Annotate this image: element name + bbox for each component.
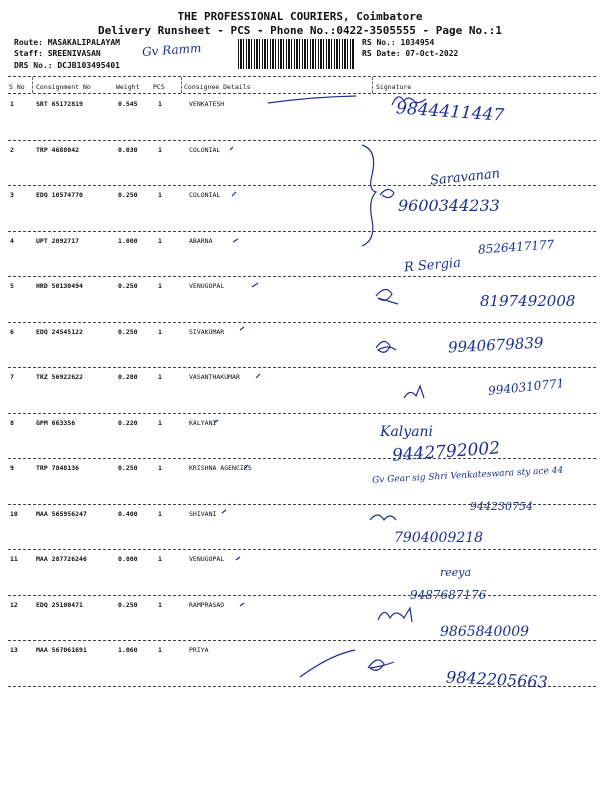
row-pcs: 1 bbox=[158, 646, 162, 654]
runsheet-title: THE PROFESSIONAL COURIERS, Coimbatore bbox=[177, 10, 423, 23]
row-weight: 0.800 bbox=[118, 555, 138, 563]
rs-date-label: RS Date: bbox=[362, 49, 401, 58]
staff-value: SREENIVASAN bbox=[47, 49, 101, 58]
tick-mark bbox=[300, 650, 355, 677]
row-consignee: SHIVANI bbox=[189, 509, 217, 518]
signature-7: 9940310771 bbox=[487, 376, 565, 398]
rs-date-value: 07-Oct-2022 bbox=[405, 49, 459, 58]
row-pcs: 1 bbox=[158, 600, 162, 609]
row-consignee: VASANTHAKUMAR bbox=[189, 373, 240, 381]
staff-label: Staff: bbox=[14, 49, 43, 58]
tick-mark bbox=[268, 96, 356, 103]
row-sno: 8 bbox=[10, 418, 14, 427]
col-sno: S No bbox=[9, 83, 25, 91]
signature-scribble bbox=[380, 189, 394, 197]
row-weight: 0.250 bbox=[118, 282, 138, 290]
row-consignee: VENUGOPAL bbox=[189, 555, 225, 563]
route-label: Route: bbox=[14, 38, 43, 47]
row-pcs: 1 bbox=[158, 373, 162, 381]
row-sno: 10 bbox=[10, 509, 18, 518]
row-consignee: RAMPRASAD bbox=[189, 600, 225, 609]
row-weight: 0.030 bbox=[118, 145, 138, 154]
drs-value: DCJB103495401 bbox=[57, 61, 120, 70]
col-signature: Signature bbox=[376, 83, 412, 91]
row-pcs: 1 bbox=[158, 464, 162, 472]
row-consignment-no: SRT 65172819 bbox=[36, 100, 83, 108]
drs-label: DRS No.: bbox=[14, 61, 53, 70]
col-weight: Weight bbox=[116, 83, 140, 91]
row-pcs: 1 bbox=[158, 327, 162, 336]
tick-mark bbox=[233, 239, 238, 242]
route-value: MASAKALIPALAYAM bbox=[47, 38, 120, 47]
row-weight: 0.400 bbox=[118, 509, 138, 518]
signature-12: 9865840009 bbox=[440, 624, 530, 640]
rs-no-value: 1034954 bbox=[400, 38, 435, 47]
tick-mark bbox=[252, 283, 258, 287]
tick-mark bbox=[256, 374, 260, 378]
signature-scribble bbox=[370, 515, 396, 520]
row-consignee: VENUGOPAL bbox=[189, 282, 225, 290]
row-pcs: 1 bbox=[158, 555, 162, 563]
signature-2-name: Saravanan bbox=[429, 166, 501, 189]
row-consignee: ABARNA bbox=[189, 236, 213, 245]
row-consignment-no: GPM 663356 bbox=[36, 418, 76, 427]
tick-mark bbox=[244, 465, 248, 469]
rs-no-label: RS No.: bbox=[362, 38, 396, 47]
row-pcs: 1 bbox=[158, 282, 162, 290]
row-weight: 0.250 bbox=[118, 600, 138, 609]
row-weight: 0.545 bbox=[118, 100, 138, 108]
tick-mark bbox=[240, 327, 244, 330]
row-pcs: 1 bbox=[158, 509, 162, 518]
tick-mark bbox=[240, 603, 244, 606]
row-consignment-no: UPT 2092717 bbox=[36, 236, 80, 245]
row-consignee: PRIYA bbox=[189, 646, 209, 654]
tick-mark bbox=[232, 192, 236, 196]
runsheet-subtitle: Delivery Runsheet - PCS - Phone No.:0422-3505555 - Page No.:1 bbox=[98, 24, 502, 37]
row-consignee: VENKATESH bbox=[189, 100, 225, 108]
signature-1: 9844411447 bbox=[395, 98, 505, 126]
signature-9-note: Gv Gear sig Shri Venkateswara sty ace 44 bbox=[371, 465, 564, 486]
row-consignment-no: TRP 4688042 bbox=[36, 145, 80, 154]
row-sno: 4 bbox=[10, 236, 14, 245]
row-sno: 6 bbox=[10, 327, 14, 336]
row-pcs: 1 bbox=[158, 418, 162, 427]
col-pcs: PCS bbox=[153, 83, 165, 91]
signature-scribble bbox=[376, 289, 398, 304]
signature-scribble bbox=[404, 386, 424, 398]
row-consignment-no: EDQ 10574770 bbox=[36, 191, 83, 199]
row-weight: 0.250 bbox=[118, 327, 138, 336]
col-consignment: Consignment No bbox=[36, 83, 91, 91]
signature-10: 7904009218 bbox=[394, 530, 484, 546]
col-consignee: Consignee Details bbox=[184, 83, 251, 91]
row-consignment-no: EDQ 25100471 bbox=[36, 600, 83, 609]
row-consignee: KRISHNA AGENCIES bbox=[189, 464, 252, 472]
signature-5: 8197492008 bbox=[480, 292, 576, 310]
row-weight: 1.060 bbox=[118, 646, 138, 654]
row-weight: 1.000 bbox=[118, 236, 138, 245]
row-consignee: KALYANI bbox=[189, 418, 217, 427]
tick-mark bbox=[230, 147, 233, 150]
signature-11-phone: 9487687176 bbox=[410, 588, 487, 602]
row-consignment-no: TRZ 56922622 bbox=[36, 373, 83, 381]
signature-11-name: reeya bbox=[440, 566, 472, 579]
signature-8-name: Kalyani bbox=[380, 424, 434, 440]
row-consignee: COLONIAL bbox=[189, 145, 221, 154]
row-consignment-no: MAA 565956247 bbox=[36, 509, 87, 518]
row-pcs: 1 bbox=[158, 191, 162, 199]
row-pcs: 1 bbox=[158, 236, 162, 245]
bracket-mark bbox=[362, 145, 376, 246]
signature-8-phone: 9442792002 bbox=[391, 438, 501, 466]
row-weight: 0.250 bbox=[118, 464, 138, 472]
row-sno: 5 bbox=[10, 282, 14, 290]
row-pcs: 1 bbox=[158, 145, 162, 154]
staff-handwritten-note: Gv Ramm bbox=[141, 40, 202, 60]
row-consignment-no: TRP 7848136 bbox=[36, 464, 80, 472]
row-sno: 12 bbox=[10, 600, 18, 609]
row-weight: 0.280 bbox=[118, 373, 138, 381]
signature-9-phone: 944230754 bbox=[470, 500, 533, 513]
signature-2-phone: 9600344233 bbox=[398, 196, 500, 215]
row-consignment-no: EDQ 24545122 bbox=[36, 327, 83, 336]
row-consignment-no: HRD 50130494 bbox=[36, 282, 83, 290]
row-sno: 13 bbox=[10, 646, 18, 654]
row-sno: 9 bbox=[10, 464, 14, 472]
row-sno: 3 bbox=[10, 191, 14, 199]
row-consignee: COLONIAL bbox=[189, 191, 221, 199]
row-sno: 1 bbox=[10, 100, 14, 108]
signature-scribble bbox=[376, 341, 396, 352]
signature-13: 9842205663 bbox=[445, 667, 549, 692]
row-consignment-no: MAA 567061691 bbox=[36, 646, 87, 654]
row-consignment-no: MAA 287726246 bbox=[36, 555, 87, 563]
signature-4-name: R Sergia bbox=[403, 255, 462, 276]
row-consignee: SIVAKUMAR bbox=[189, 327, 225, 336]
signature-scribble bbox=[368, 660, 394, 670]
row-sno: 7 bbox=[10, 373, 14, 381]
signature-6: 9940679839 bbox=[447, 333, 544, 357]
tick-mark bbox=[222, 510, 226, 513]
signature-4-phone: 8526417177 bbox=[477, 237, 555, 257]
tick-mark bbox=[236, 557, 240, 560]
row-sno: 11 bbox=[10, 555, 18, 563]
row-weight: 0.250 bbox=[118, 191, 138, 199]
signature-scribble bbox=[378, 608, 412, 622]
row-pcs: 1 bbox=[158, 100, 162, 108]
row-weight: 0.220 bbox=[118, 418, 138, 427]
row-sno: 2 bbox=[10, 145, 14, 154]
tick-mark bbox=[214, 420, 218, 423]
